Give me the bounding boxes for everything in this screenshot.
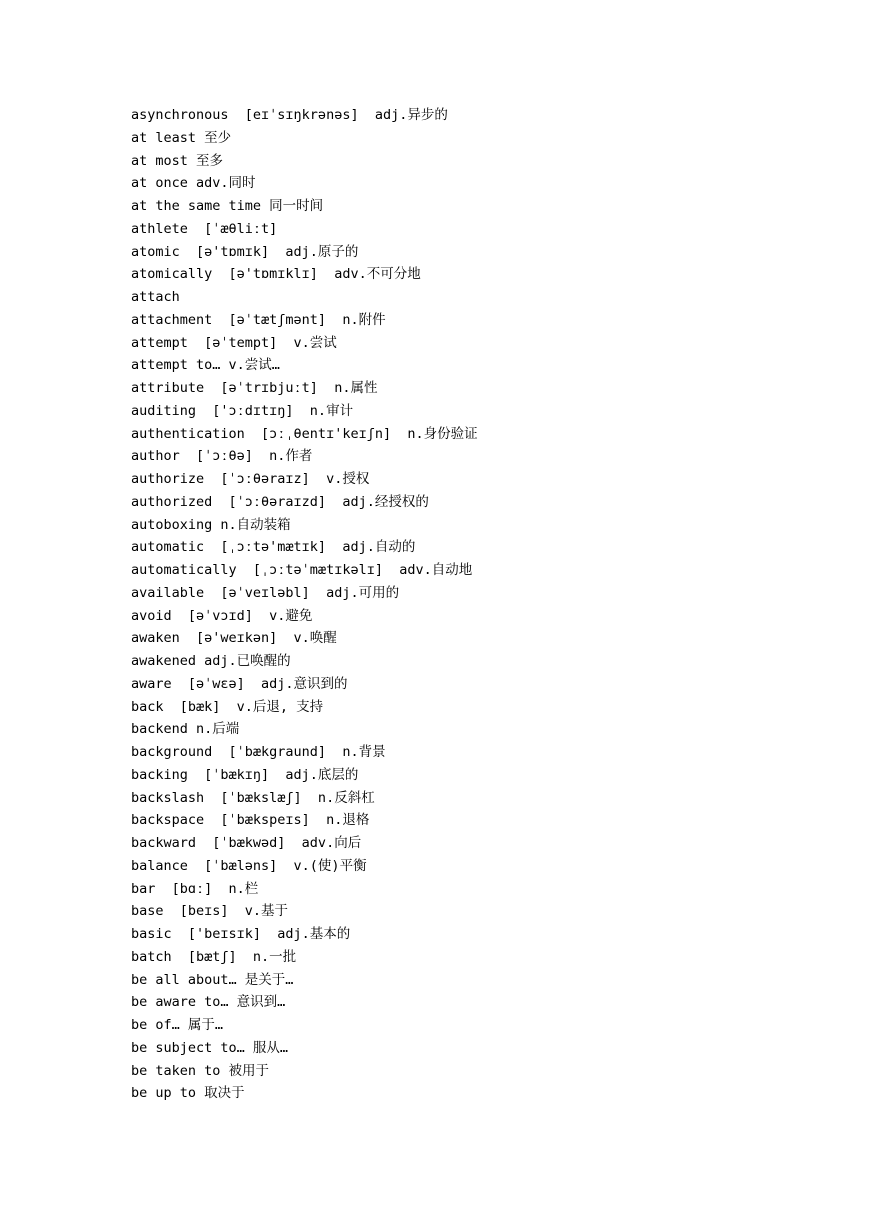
list-item: automatically [ˌɔːtəˈmætɪkəlɪ] adv.自动地 <box>131 562 473 578</box>
list-item: automatic [ˌɔːtə'mætɪk] adj.自动的 <box>131 539 416 556</box>
list-item: author [ˈɔːθə] n.作者 <box>131 448 313 465</box>
list-item: be of… 属于… <box>131 1017 224 1033</box>
list-item: backing [ˈbækɪŋ] adj.底层的 <box>131 766 359 783</box>
list-item: backward [ˈbækwəd] adv.向后 <box>131 835 362 851</box>
list-item: be all about… 是关于… <box>131 971 294 988</box>
list-item: batch [bætʃ] n.一批 <box>131 948 297 965</box>
list-item: atomically [ə'tɒmɪklɪ] adv.不可分地 <box>131 266 421 283</box>
list-item: attachment [əˈtætʃmənt] n.附件 <box>131 311 386 328</box>
list-item: basic ['beɪsɪk] adj.基本的 <box>131 926 351 942</box>
list-item: asynchronous [eɪˈsɪŋkrənəs] adj.异步的 <box>131 107 448 123</box>
list-item: backslash [ˈbækslæʃ] n.反斜杠 <box>131 789 375 806</box>
list-item: authorize [ˈɔːθəraɪz] v.授权 <box>131 471 370 487</box>
list-item: awakened adj.已唤醒的 <box>131 653 291 669</box>
list-item: attribute [əˈtrɪbjuːt] n.属性 <box>131 380 378 396</box>
list-item: awaken [ə'weɪkən] v.唤醒 <box>131 630 337 647</box>
list-item: at the same time 同一时间 <box>131 198 324 214</box>
list-item: authorized [ˈɔːθəraɪzd] adj.经授权的 <box>131 493 429 510</box>
list-item: auditing ['ɔːdɪtɪŋ] n.审计 <box>131 402 354 419</box>
list-item: athlete [ˈæθliːt] <box>131 220 278 237</box>
list-item: at once adv.同时 <box>131 175 256 192</box>
list-item: avoid [əˈvɔɪd] v.避免 <box>131 607 313 624</box>
list-item: bar [bɑː] n.栏 <box>131 880 259 897</box>
list-item: aware [əˈwɛə] adj.意识到的 <box>131 675 348 692</box>
list-item: available [əˈveɪləbl] adj.可用的 <box>131 584 400 601</box>
list-item: be subject to… 服从… <box>131 1039 289 1056</box>
list-item: balance [ˈbæləns] v.(使)平衡 <box>131 857 367 874</box>
list-item: at most 至多 <box>131 152 224 169</box>
list-item: back [bæk] v.后退, 支持 <box>131 698 324 715</box>
list-item: atomic [ə'tɒmɪk] adj.原子的 <box>131 243 359 260</box>
list-item: authentication [ɔːˌθentɪ'keɪʃn] n.身份验证 <box>131 425 478 442</box>
vocabulary-list <box>131 104 831 1105</box>
list-item: attach <box>131 289 180 305</box>
list-item: be up to 取决于 <box>131 1085 245 1102</box>
list-item: autoboxing n.自动装箱 <box>131 516 291 533</box>
list-item: base [beɪs] v.基于 <box>131 903 289 920</box>
list-item: attempt [əˈtempt] v.尝试 <box>131 334 337 351</box>
list-item: be taken to 被用于 <box>131 1062 270 1079</box>
list-item: attempt to… v.尝试… <box>131 357 280 374</box>
list-item: background [ˈbækgraund] n.背景 <box>131 744 386 760</box>
list-item: backend n.后端 <box>131 721 240 738</box>
list-item: backspace [ˈbækspeɪs] n.退格 <box>131 812 370 829</box>
list-item: be aware to… 意识到… <box>131 994 286 1011</box>
list-item: at least 至少 <box>131 129 232 146</box>
